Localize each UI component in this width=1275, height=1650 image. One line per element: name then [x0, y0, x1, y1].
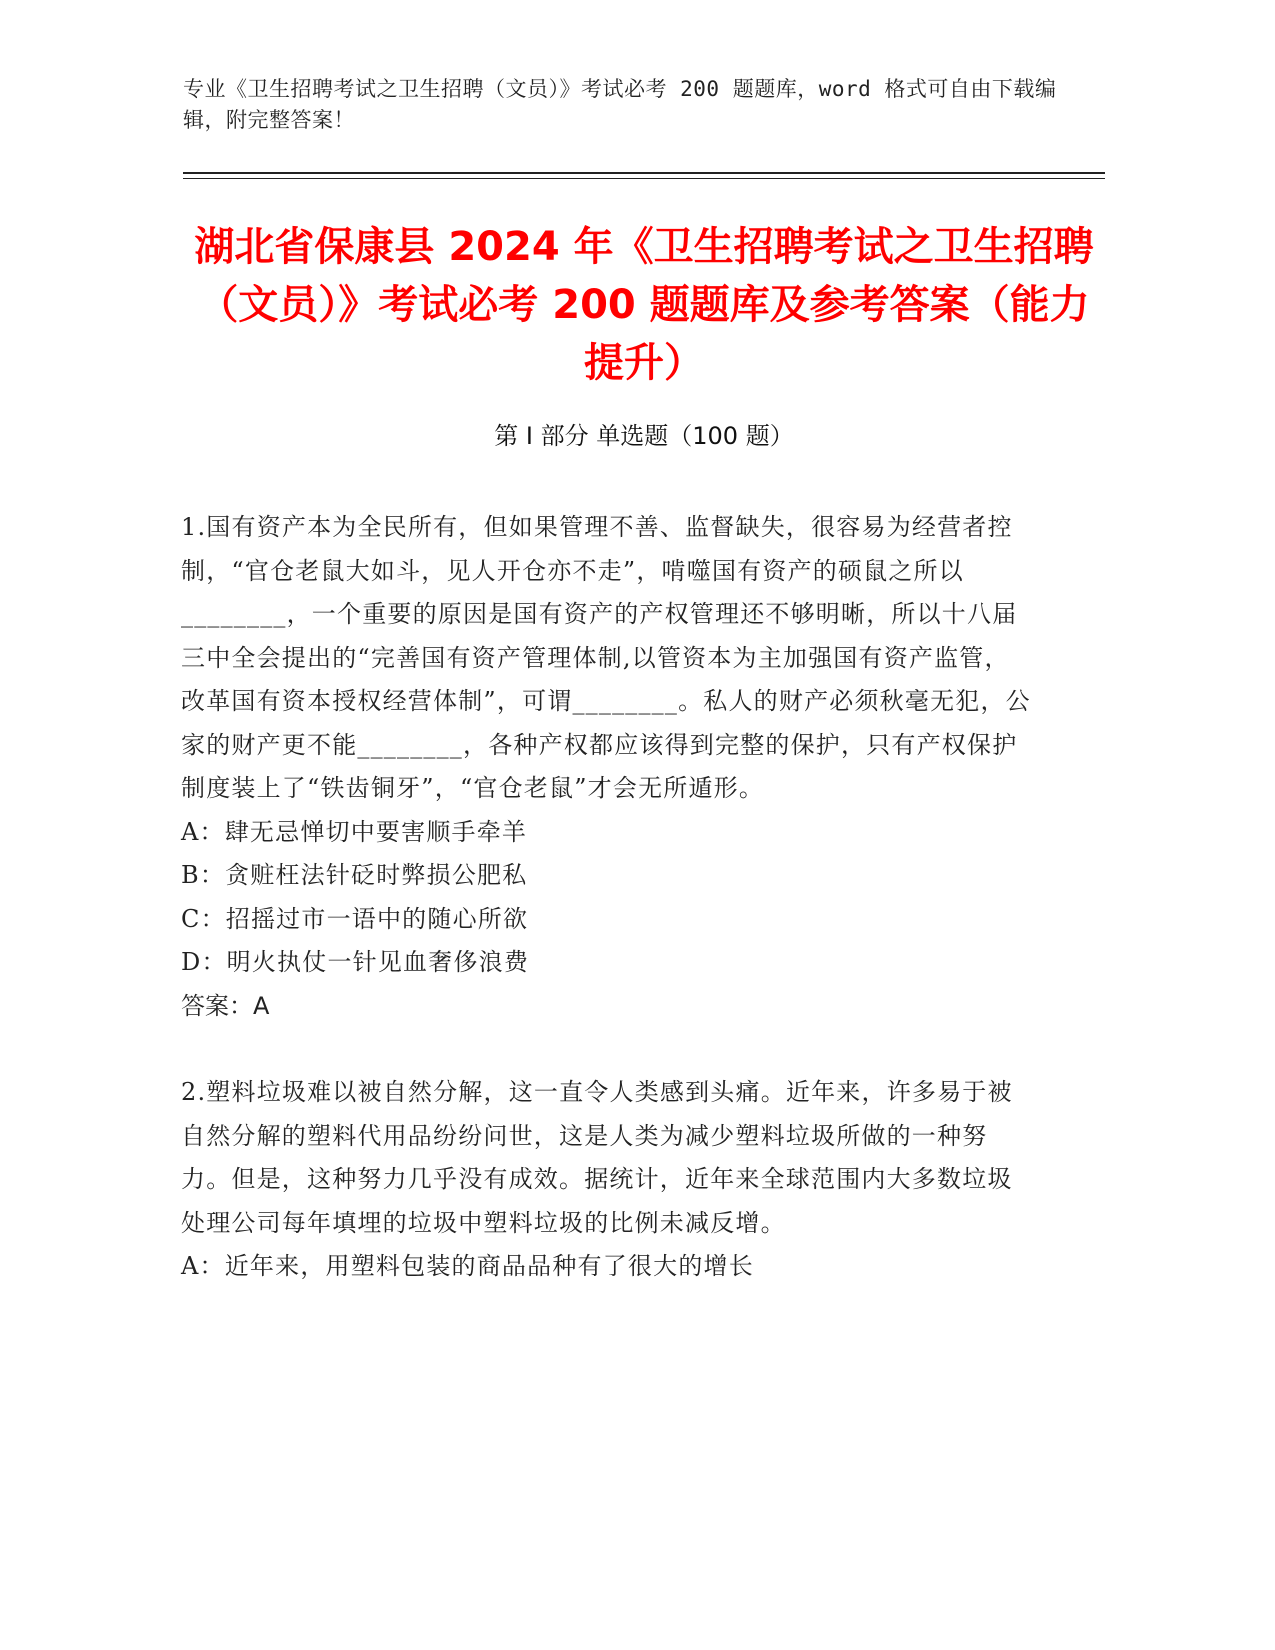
header-divider-thick: [183, 172, 1105, 174]
header-note: 专业《卫生招聘考试之卫生招聘（文员）》考试必考 200 题题库，word 格式可自由下载编辑，附完整答案！: [183, 77, 1057, 132]
option-c: C：招摇过市一语中的随心所欲: [181, 904, 529, 933]
answer-line: 答案：A: [181, 991, 270, 1020]
question-stem: 1.国有资产本为全民所有，但如果管理不善、监督缺失，很容易为经营者控制，“官仓老鼠大如斗，见人开仓亦不走”，啃噬国有资产的硕鼠之所以________，一个重要的原因是国有资产的产权管理还不够明晰，所以十八届三中全会提出的“完善国有资产管理体制,以管资本为主加强国有资产监管，改革国有资本授权经营体制”，可谓________。私人的财产必须秋毫无犯，公家的财产更不能________，各种产权都应该得到完整的保护，只有产权保护制度装上了“铁齿铜牙”，“官仓老鼠”才会无所遁形。: [181, 513, 1031, 802]
option-d: D：明火执仗一针见血奢侈浪费: [181, 948, 530, 976]
question-2: [181, 1071, 1031, 1289]
question-1: [181, 506, 1031, 1028]
question-stem: 2.塑料垃圾难以被自然分解，这一直令人类感到头痛。近年来，许多易于被自然分解的塑料代用品纷纷问世，这是人类为减少塑料垃圾所做的一种努力。但是，这种努力几乎没有成效。据统计，近年来全球范围内大多数垃圾处理公司每年填埋的垃圾中塑料垃圾的比例未减反增。: [181, 1078, 1013, 1237]
option-a: A：肆无忌惮切中要害顺手牵羊: [181, 817, 528, 846]
header-divider-thin: [183, 178, 1105, 179]
document-title: 湖北省保康县 2024 年《卫生招聘考试之卫生招聘（文员）》考试必考 200 题题库及参考答案（能力提升）: [194, 224, 1094, 386]
option-a: A：近年来，用塑料包装的商品品种有了很大的增长: [181, 1252, 754, 1280]
question-list: [181, 506, 1031, 1332]
option-b: B：贪赃枉法针砭时弊损公肥私: [181, 861, 528, 889]
section-heading: 第 I 部分 单选题（100 题）: [494, 422, 794, 450]
